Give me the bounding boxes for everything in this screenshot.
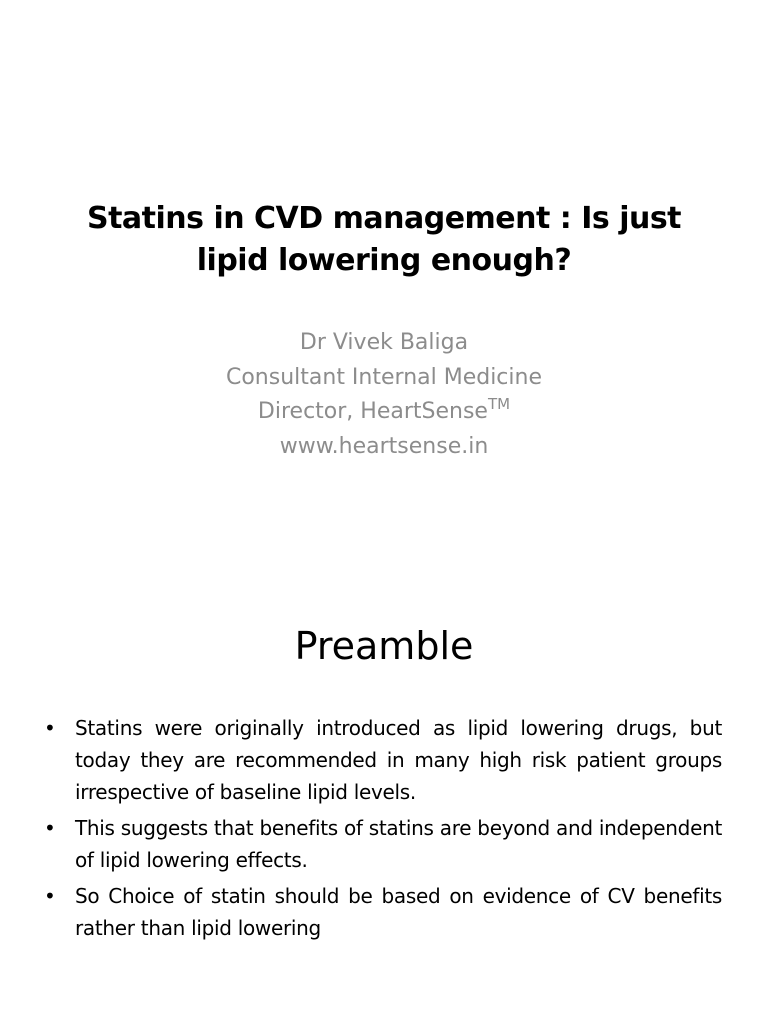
bullet-item — [44, 712, 722, 808]
bullet-text: Statins were originally introduced as lipid lowering drugs, but today they are recommended in many high risk patient groups irrespective of baseline lipid levels. — [75, 716, 722, 804]
website-text: www.heartsense.in — [279, 433, 489, 459]
preamble-slide — [0, 576, 768, 1024]
bullet-dot: • — [44, 816, 56, 840]
slide-title — [40, 198, 728, 282]
bullet-text: So Choice of statin should be based on evidence of CV benefits rather than lipid lowering — [75, 884, 722, 940]
bullet-text: This suggests that benefits of statins are beyond and independent of lipid lowering effects. — [75, 816, 722, 872]
bullet-list — [44, 712, 722, 948]
author-name: Dr Vivek Baliga — [299, 330, 469, 355]
slide-heading: Preamble — [294, 624, 474, 668]
bullet-dot: • — [44, 716, 56, 740]
bullet-item — [44, 812, 722, 876]
director-text: Director, HeartSense — [257, 399, 488, 424]
trademark-mark: TM — [487, 395, 511, 413]
bullet-item — [44, 880, 722, 944]
author-director — [40, 395, 728, 430]
author-role: Consultant Internal Medicine — [225, 364, 542, 390]
bullet-dot: • — [44, 884, 56, 908]
slide-subtitle — [40, 326, 728, 464]
slide-title-line-2: lipid lowering enough? — [196, 243, 572, 278]
slide-title-line-1: Statins in CVD management : Is just — [86, 201, 682, 236]
